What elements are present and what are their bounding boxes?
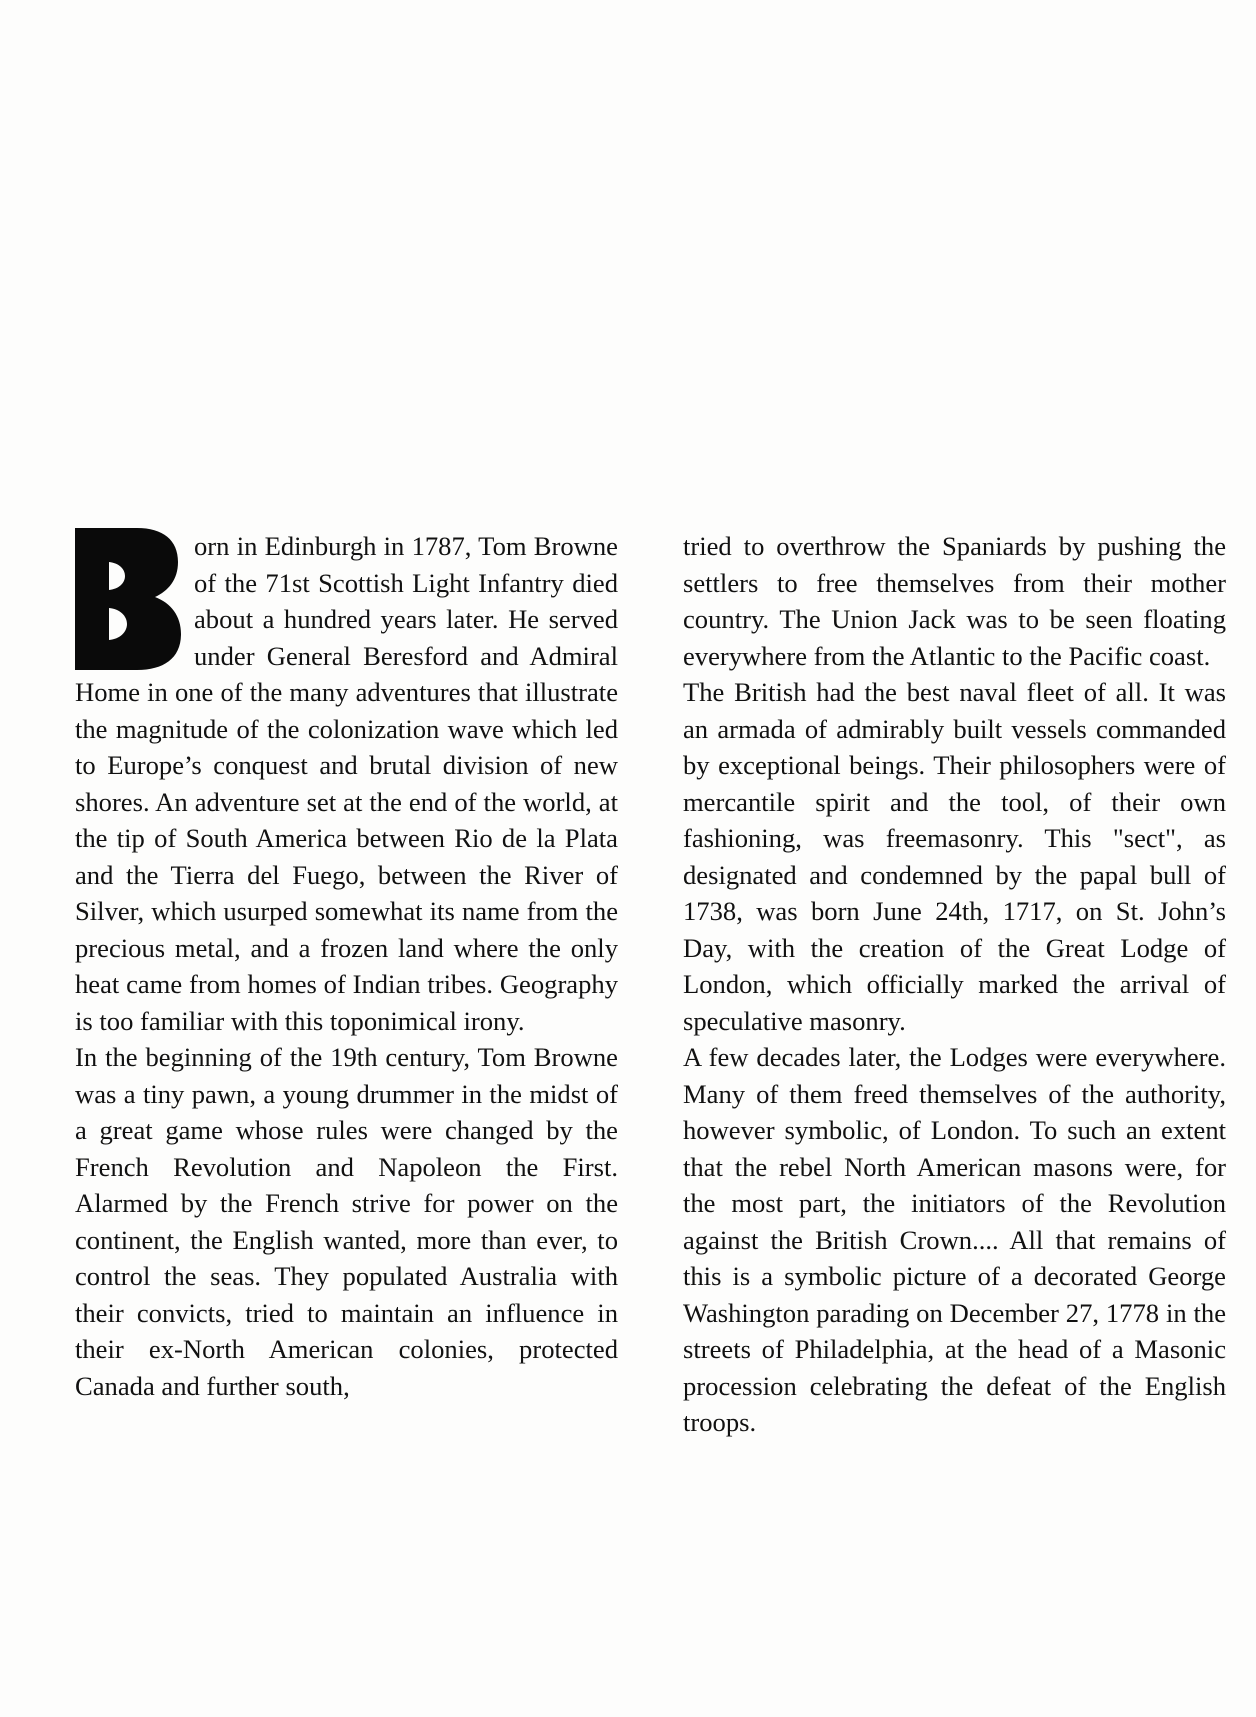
right-paragraph-3: A few decades later, the Lodges were everywhere. Many of them freed themselves of the authority, however symbolic, of London. To such an extent that the rebel North American masons were, for the most part, the initiators of the Revolution against the British Crown.... All that remains of this is a symbolic picture of a decorated George Washington parading on December 27, 1778 in the streets of Philadelphia, at the head of a Masonic procession celebrating the defeat of the English troops. — [683, 1042, 1226, 1437]
drop-cap — [75, 528, 183, 670]
right-paragraph-2: The British had the best naval fleet of all. It was an armada of admirably built vessels commanded by exceptional beings. Their philosophers were of mercantile spirit and the tool, of their own fashioning, was freemasonry. This "sect", as designated and condemned by the papal bull of 1738, was born June 24th, 1717, on St. John’s Day, with the creation of the Great Lodge of London, which officially marked the arrival of speculative masonry. — [683, 677, 1226, 1036]
right-column — [683, 528, 1226, 1441]
left-paragraph-1: orn in Edinburgh in 1787, Tom Browne of the 71st Scottish Light Infantry died about a hundred years later. He served under General Beresford and Admiral Home in one of the many adventures that illustrate the magnitude of the colonization wave which led to Europe’s conquest and brutal division of new shores. An adventure set at the end of the world, at the tip of South America between Rio de la Plata and the Tierra del Fuego, between the River of Silver, which usurped somewhat its name from the precious metal, and a frozen land where the only heat came from homes of Indian tribes. Geography is too familiar with this toponimical irony. — [75, 531, 618, 1036]
right-paragraph-1: tried to overthrow the Spaniards by pushing the settlers to free themselves from their mother country. The Union Jack was to be seen floating everywhere from the Atlantic to the Pacific coast. — [683, 531, 1226, 671]
drop-cap-letter — [75, 528, 183, 670]
left-paragraph-2: In the beginning of the 19th century, Tom Browne was a tiny pawn, a young drummer in the midst of a great game whose rules were changed by the French Revolution and Napoleon the First. Alarmed by the French strive for power on the continent, the English wanted, more than ever, to control the seas. They populated Australia with their convicts, tried to maintain an influence in their ex-North American colonies, protected Canada and further south, — [75, 1042, 618, 1401]
left-column — [75, 528, 618, 1404]
